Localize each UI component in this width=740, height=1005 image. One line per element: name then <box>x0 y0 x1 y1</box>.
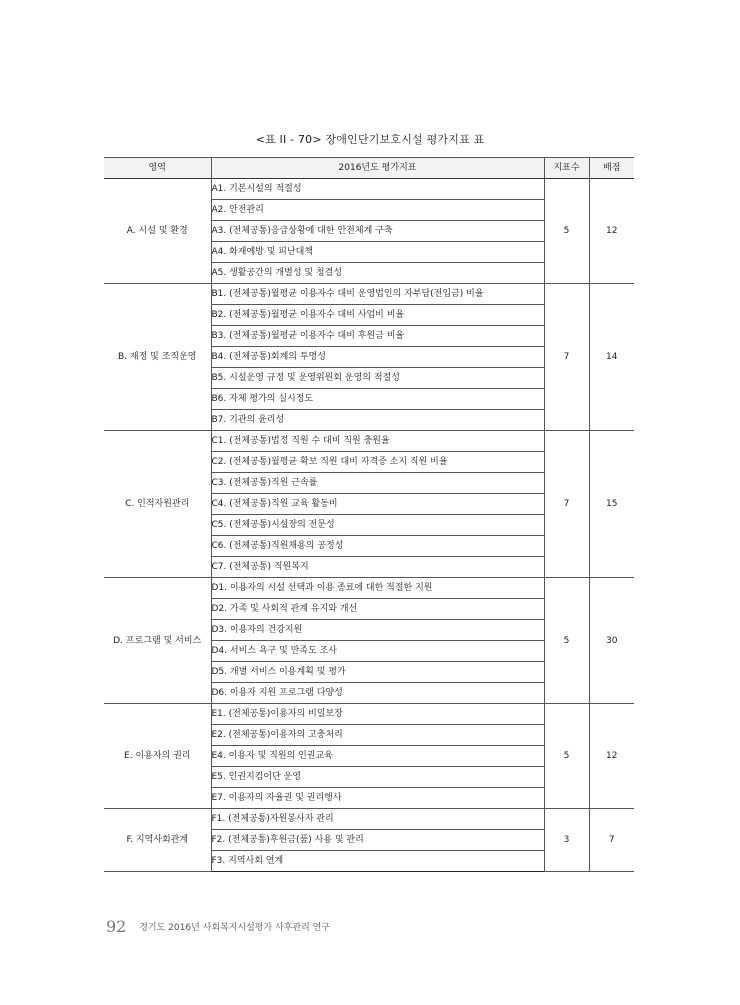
header-indicators: 2016년도 평가지표 <box>211 158 544 179</box>
page-number: 92 <box>106 917 127 936</box>
score-cell: 30 <box>589 578 634 704</box>
page-footer <box>106 917 330 936</box>
indicator-cell: E1. (전체공통)이용자의 비밀보장 <box>211 704 544 725</box>
header-score: 배점 <box>589 158 634 179</box>
score-cell: 7 <box>589 809 634 872</box>
evaluation-indicator-table <box>104 157 634 872</box>
indicator-cell: D4. 서비스 욕구 및 만족도 조사 <box>211 641 544 662</box>
header-area: 영역 <box>104 158 211 179</box>
table-row <box>104 284 634 305</box>
indicator-count-cell: 5 <box>544 704 589 809</box>
indicator-cell: C6. (전체공통)직원채용의 공정성 <box>211 536 544 557</box>
area-cell: B. 재정 및 조직운영 <box>104 284 211 431</box>
table-row <box>104 809 634 830</box>
indicator-cell: C2. (전체공통)월평균 확보 직원 대비 자격증 소지 직원 비율 <box>211 452 544 473</box>
indicator-cell: C4. (전체공통)직원 교육 활동비 <box>211 494 544 515</box>
table-row <box>104 704 634 725</box>
indicator-cell: D2. 가족 및 사회적 관계 유지와 개선 <box>211 599 544 620</box>
indicator-cell: A3. (전체공통)응급상황에 대한 안전체계 구축 <box>211 221 544 242</box>
score-cell: 12 <box>589 179 634 284</box>
indicator-cell: B5. 시설운영 규정 및 운영위원회 운영의 적절성 <box>211 368 544 389</box>
indicator-cell: C7. (전체공통) 직원복지 <box>211 557 544 578</box>
indicator-cell: C1. (전체공통)법정 직원 수 대비 직원 충원율 <box>211 431 544 452</box>
indicator-cell: A2. 안전관리 <box>211 200 544 221</box>
indicator-cell: B6. 자체 평가의 실시정도 <box>211 389 544 410</box>
footer-text: 경기도 2016년 사회복지시설평가 사후관리 연구 <box>139 923 331 933</box>
indicator-cell: F3. 지역사회 연계 <box>211 851 544 872</box>
indicator-count-cell: 7 <box>544 284 589 431</box>
indicator-cell: D1. 이용자의 시설 선택과 이용 종료에 대한 적절한 지원 <box>211 578 544 599</box>
indicator-count-cell: 5 <box>544 179 589 284</box>
indicator-cell: D5. 개별 서비스 이용계획 및 평가 <box>211 662 544 683</box>
indicator-cell: A5. 생활공간의 개별성 및 청결성 <box>211 263 544 284</box>
indicator-cell: E7. 이용자의 자율권 및 권리행사 <box>211 788 544 809</box>
indicator-cell: C5. (전체공통)시설장의 전문성 <box>211 515 544 536</box>
header-count: 지표수 <box>544 158 589 179</box>
table-row <box>104 578 634 599</box>
indicator-cell: B4. (전체공통)회계의 투명성 <box>211 347 544 368</box>
indicator-cell: A1. 기본시설의 적절성 <box>211 179 544 200</box>
indicator-cell: D6. 이용자 지원 프로그램 다양성 <box>211 683 544 704</box>
table-title: <표 II - 70> 장애인단기보호시설 평가지표 표 <box>255 133 485 146</box>
table-body <box>104 179 634 872</box>
indicator-count-cell: 3 <box>544 809 589 872</box>
indicator-count-cell: 7 <box>544 431 589 578</box>
indicator-cell: B2. (전체공통)월평균 이용자수 대비 사업비 비율 <box>211 305 544 326</box>
indicator-cell: F1. (전체공통)자원봉사자 관리 <box>211 809 544 830</box>
indicator-cell: F2. (전체공통)후원금(품) 사용 및 관리 <box>211 830 544 851</box>
area-cell: D. 프로그램 및 서비스 <box>104 578 211 704</box>
table-header-row <box>104 158 634 179</box>
indicator-cell: B1. (전체공통)월평균 이용자수 대비 운영법인의 자부담(전입금) 비율 <box>211 284 544 305</box>
score-cell: 14 <box>589 284 634 431</box>
area-cell: E. 이용자의 권리 <box>104 704 211 809</box>
score-cell: 15 <box>589 431 634 578</box>
score-cell: 12 <box>589 704 634 809</box>
indicator-cell: A4. 화재예방 및 피난대책 <box>211 242 544 263</box>
area-cell: F. 지역사회관계 <box>104 809 211 872</box>
area-cell: C. 인적자원관리 <box>104 431 211 578</box>
table-row <box>104 431 634 452</box>
indicator-cell: C3. (전체공통)직원 근속률 <box>211 473 544 494</box>
indicator-cell: B7. 기관의 윤리성 <box>211 410 544 431</box>
table-row <box>104 179 634 200</box>
indicator-cell: D3. 이용자의 건강지원 <box>211 620 544 641</box>
indicator-cell: B3. (전체공통)월평균 이용자수 대비 후원금 비율 <box>211 326 544 347</box>
indicator-cell: E5. 인권지킴이단 운영 <box>211 767 544 788</box>
indicator-count-cell: 5 <box>544 578 589 704</box>
indicator-cell: E4. 이용자 및 직원의 인권교육 <box>211 746 544 767</box>
area-cell: A. 시설 및 환경 <box>104 179 211 284</box>
indicator-cell: E2. (전체공통)이용자의 고충처리 <box>211 725 544 746</box>
